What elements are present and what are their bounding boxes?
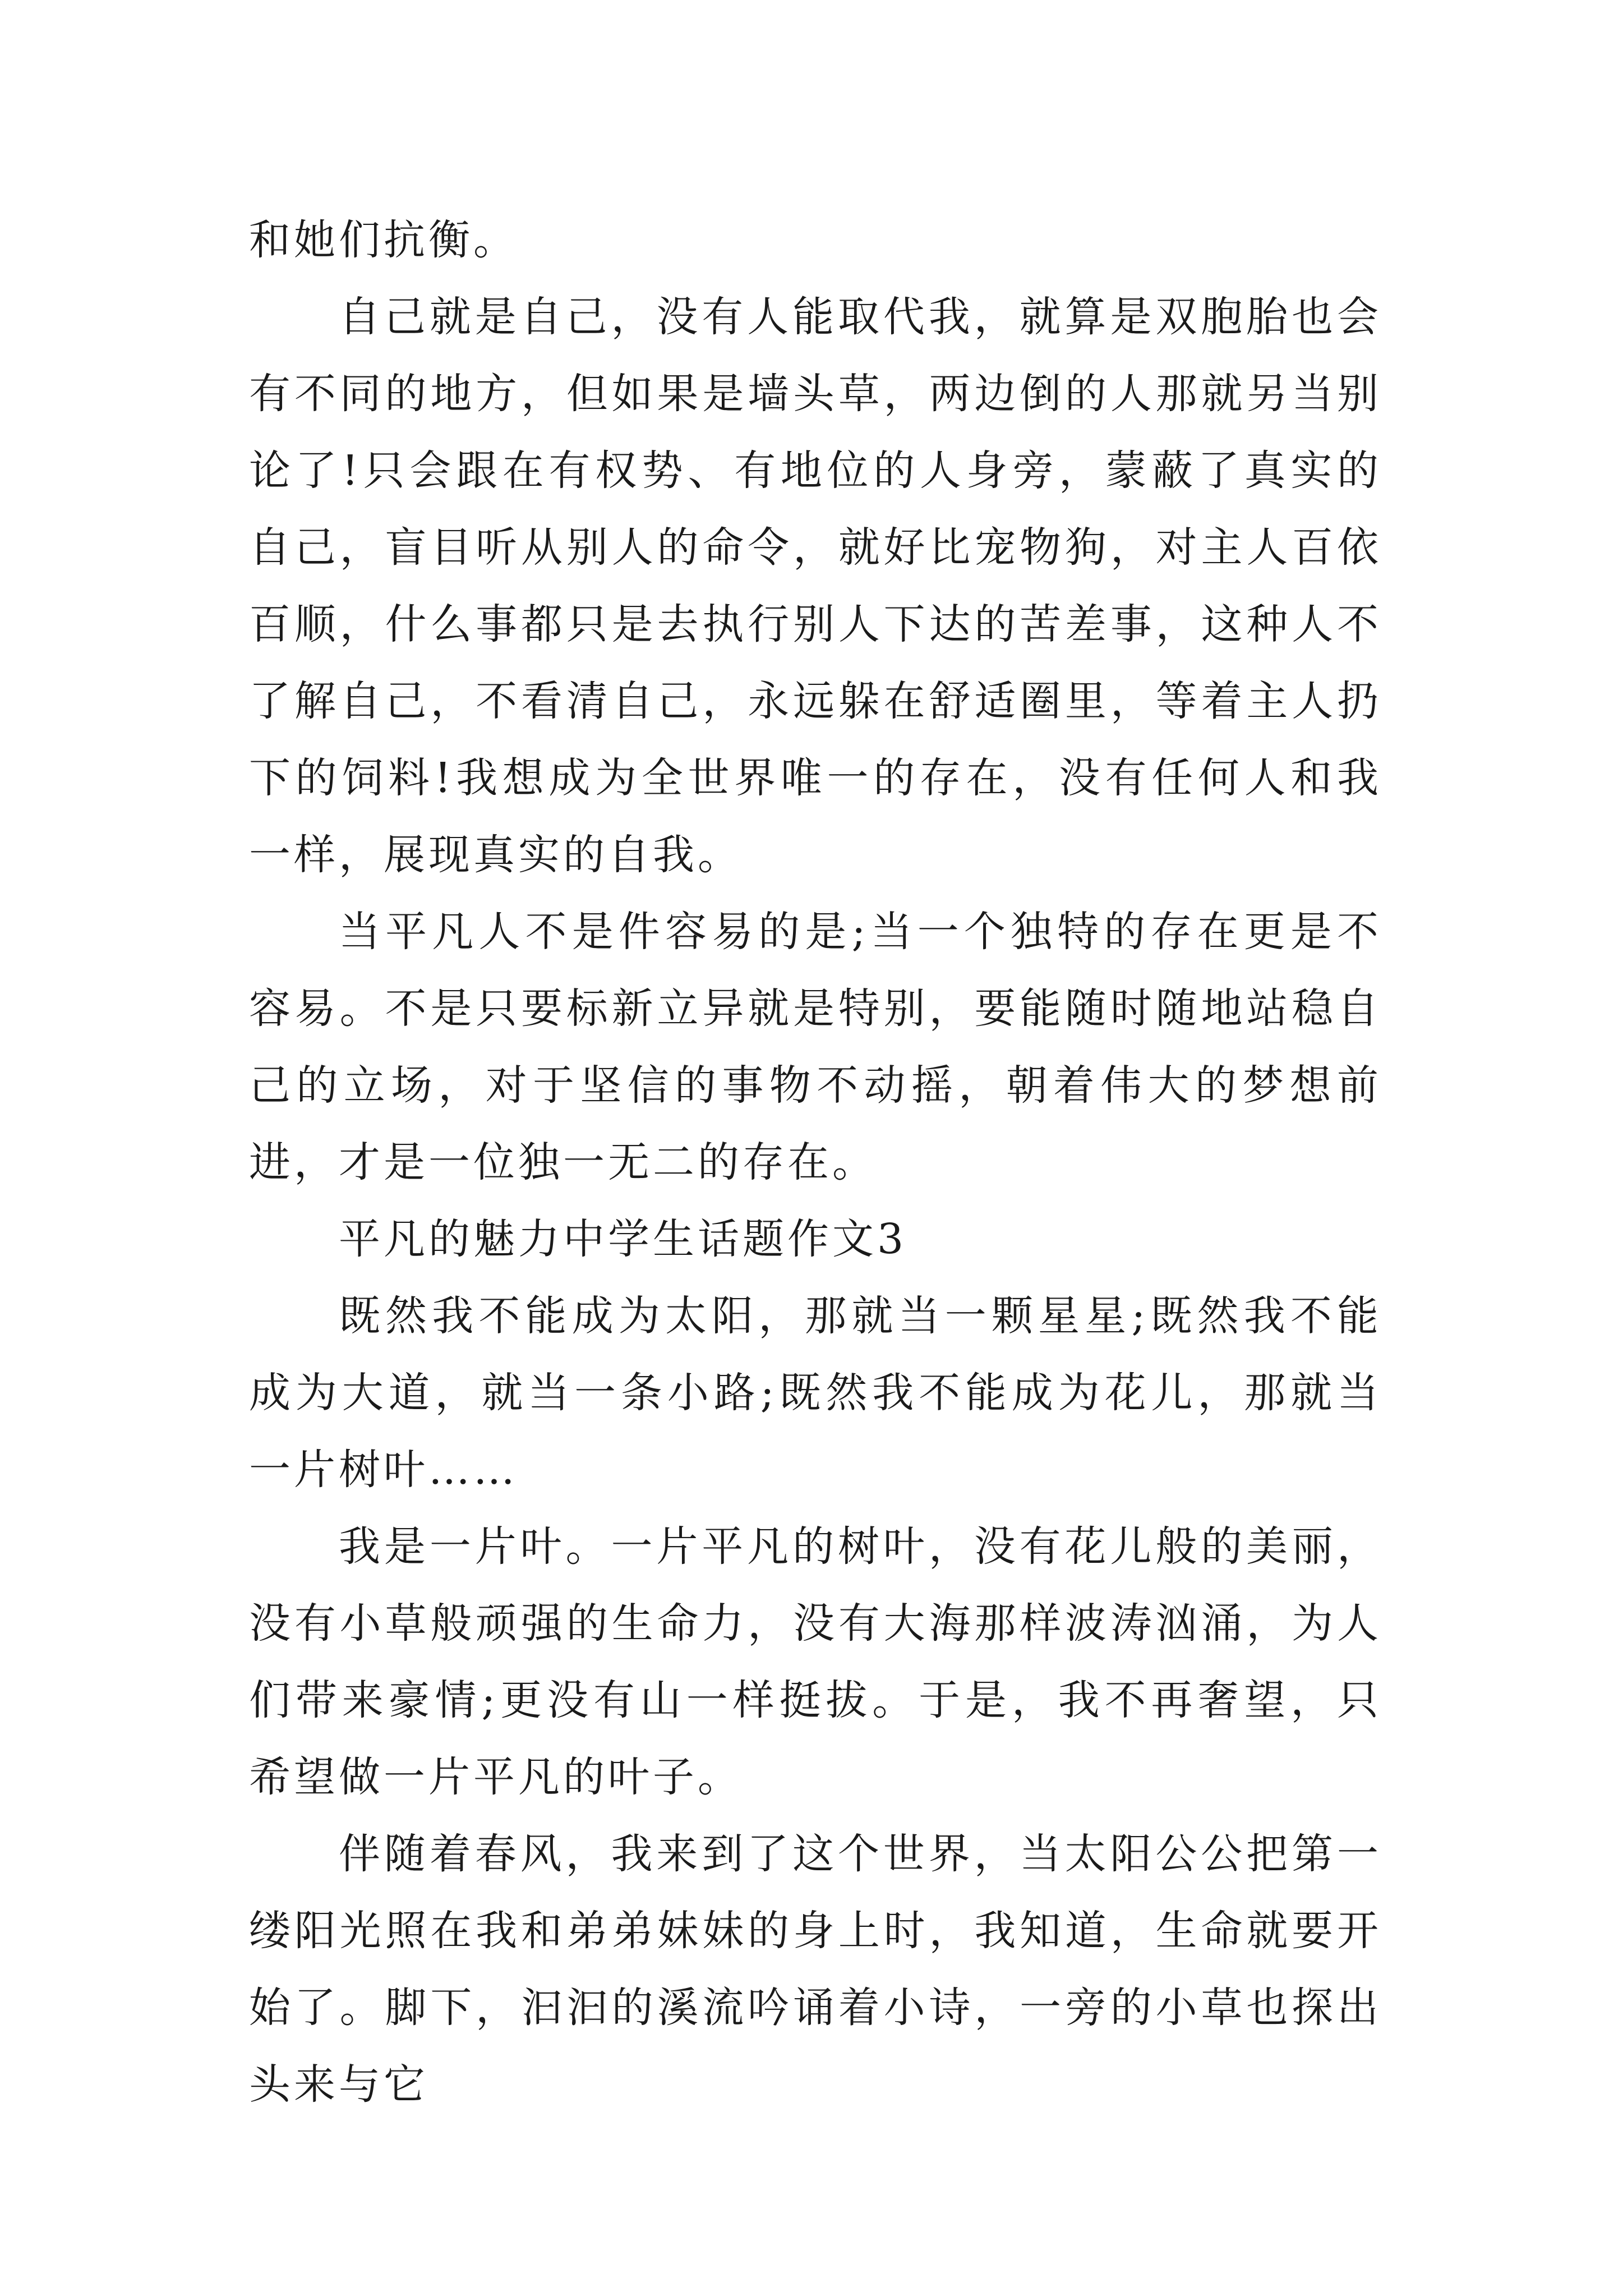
essay-heading: 平凡的魅力中学生话题作文3 — [339, 1215, 907, 1263]
paragraph-i-am-a-leaf: 我是一片叶。一片平凡的树叶，没有花儿般的美丽，没有小草般顽强的生命力，没有大海那样波涛汹涌，为人们带来豪情;更没有山一样挺拔。于是，我不再奢望，只希望做一片平凡的叶子。 — [249, 1522, 1382, 1801]
paragraph-spring-wind: 伴随着春风，我来到了这个世界，当太阳公公把第一缕阳光照在我和弟弟妹妹的身上时，我知道，生命就要开始了。脚下，汩汩的溪流吟诵着小诗，一旁的小草也探出头来与它 — [249, 1830, 1382, 2109]
paragraph-ordinary-person: 当平凡人不是件容易的是;当一个独特的存在更是不容易。不是只要标新立异就是特别，要能随时随地站稳自己的立场，对于坚信的事物不动摇，朝着伟大的梦想前进，才是一位独一无二的存在。 — [249, 908, 1382, 1186]
paragraph-star-and-leaf: 既然我不能成为太阳，那就当一颗星星;既然我不能成为大道，就当一条小路;既然我不能成为花儿，那就当一片树叶…… — [249, 1292, 1382, 1494]
document-body — [249, 202, 1382, 2123]
paragraph-continuation: 和她们抗衡。 — [249, 216, 518, 264]
paragraph-self-identity: 自己就是自己，没有人能取代我，就算是双胞胎也会有不同的地方，但如果是墙头草，两边倒的人那就另当别论了!只会跟在有权势、有地位的人身旁，蒙蔽了真实的自己，盲目听从别人的命令，就好比宠物狗，对主人百依百顺，什么事都只是去执行别人下达的苦差事，这种人不了解自己，不看清自己，永远躲在舒适圈里，等着主人扔下的饲料!我想成为全世界唯一的存在，没有任何人和我一样，展现真实的自我。 — [249, 293, 1382, 879]
